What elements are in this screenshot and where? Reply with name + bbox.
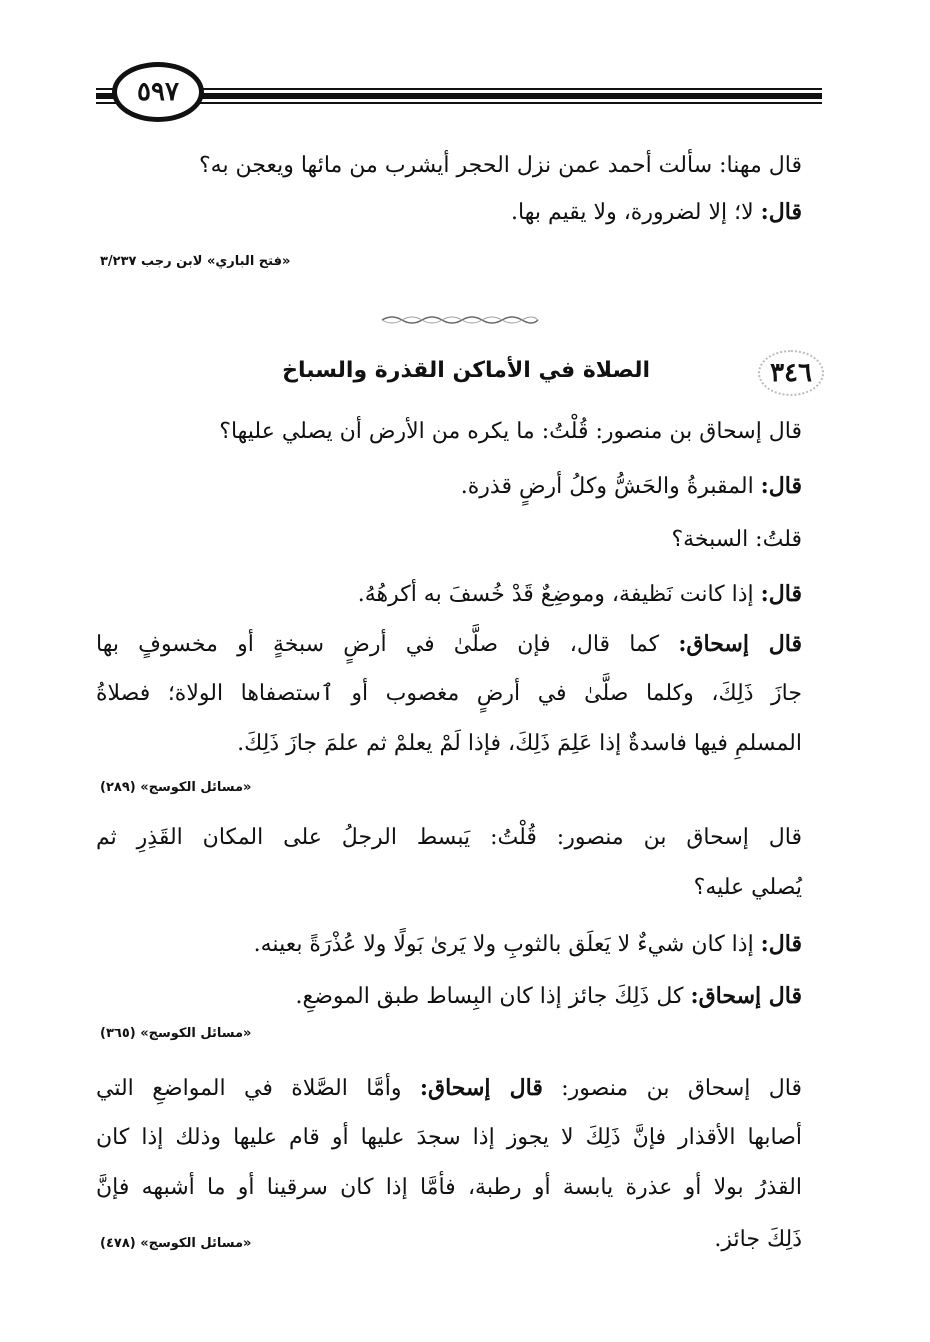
speaker-label: قال إسحاق: [690, 983, 802, 1009]
citation: «مسائل الكوسج» (٣٦٥) [100, 1026, 252, 1041]
header-rule-top [96, 88, 822, 90]
section-number: ٣٤٦ [762, 358, 820, 388]
text-line: يُصلي عليه؟ [693, 875, 802, 900]
text-line [96, 466, 802, 507]
text-line: قال إسحاق بن منصور: قُلْتُ: يَبسط الرجلُ على المكان القَذِرِ ثم [96, 825, 802, 850]
citation: «فتح الباري» لابن رجب ٣/٢٣٧ [100, 254, 291, 269]
page-number-badge [112, 62, 204, 122]
line-text: لا؛ إلا لضرورة، ولا يقيم بها. [511, 200, 761, 225]
speaker-label: قال: [760, 931, 802, 957]
section-title: الصلاة في الأماكن القذرة والسباخ [282, 358, 650, 383]
line-text: إذا كان شيءٌ لا يَعلَق بالثوبِ ولا يَرىٰ بَولًا ولا عُذْرَةً بعينه. [253, 932, 761, 957]
text-line: المسلمِ فيها فاسدةٌ إذا عَلِمَ ذَلِكَ، فإذا لَمْ يعلمْ ثم علمَ جازَ ذَلِكَ. [237, 731, 802, 756]
text-line [96, 924, 802, 965]
line-text: كما قال، فإن صلَّىٰ في أرضٍ سبخةٍ أو مخسوفٍ بها [96, 632, 679, 657]
text-line [96, 624, 802, 665]
speaker-label: قال إسحاق: [419, 1075, 543, 1101]
ornament-divider [380, 314, 540, 326]
speaker-label: قال: [760, 581, 802, 607]
text-line: قلتُ: السبخة؟ [671, 527, 802, 552]
speaker-label: قال: [760, 473, 802, 499]
text-line: أصابها الأقذار فإنَّ ذَلِكَ لا يجوز إذا سجدَ عليها أو قام عليها وذلك إذا كان [96, 1125, 802, 1150]
text-line: قال إسحاق بن منصور: قُلْتُ: ما يكره من الأرض أن يصلي عليها؟ [219, 419, 802, 444]
speaker-label: قال إسحاق: [678, 631, 802, 657]
header-rule-thick [96, 93, 822, 99]
text-line: ذَلِكَ جائز. [714, 1227, 802, 1252]
line-text: قال إسحاق بن منصور: [542, 1076, 802, 1101]
text-line: جازَ ذَلِكَ، وكلما صلَّىٰ في أرضٍ مغصوب أو ٱستصفاها الولاة؛ فصلاةُ [96, 681, 802, 706]
speaker-label: قال: [760, 199, 802, 225]
text-line [96, 1068, 802, 1109]
text-line [96, 192, 802, 233]
line-text: إذا كانت نَظيفة، وموضِعٌ قَدْ خُسفَ به أكرهُهُ. [357, 582, 761, 607]
text-line [96, 976, 802, 1017]
line-text: وأمَّا الصَّلاة في المواضعِ التي [96, 1076, 420, 1101]
text-line: قال مهنا: سألت أحمد عمن نزل الحجر أيشرب من مائها ويعجن به؟ [198, 153, 802, 178]
citation: «مسائل الكوسج» (٢٨٩) [100, 780, 252, 795]
citation: «مسائل الكوسج» (٤٧٨) [100, 1236, 252, 1251]
line-text: المقبرةُ والحَشُّ وكلُ أرضٍ قذرة. [460, 474, 761, 499]
page-number: ٥٩٧ [137, 77, 179, 107]
text-line: القذرُ بولا أو عذرة يابسة أو رطبة، فأمَّا إذا كان سرقينا أو ما أشبهه فإنَّ [96, 1175, 802, 1200]
header-rule-bottom [96, 102, 822, 104]
text-line [96, 574, 802, 615]
line-text: كل ذَلِكَ جائز إذا كان البِساط طبق الموضعِ. [295, 984, 691, 1009]
